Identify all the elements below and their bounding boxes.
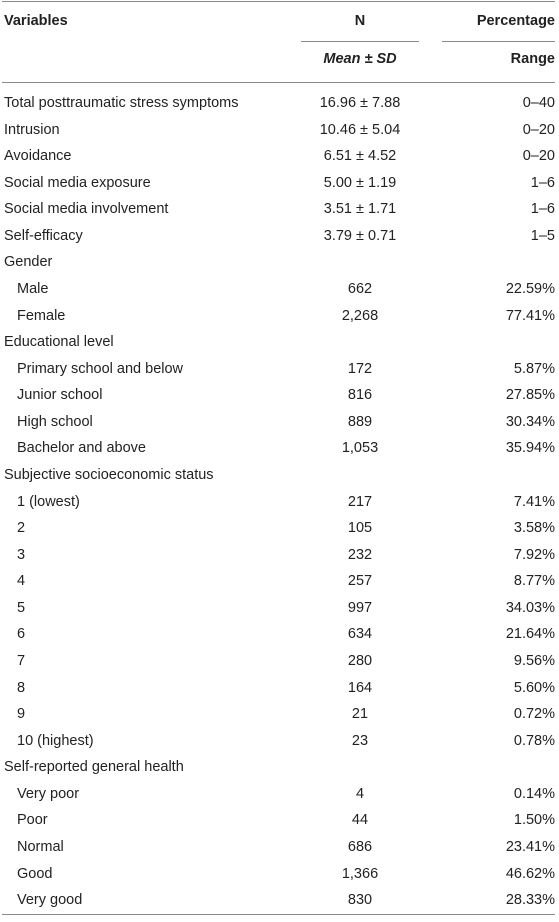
row-label: 4	[17, 573, 26, 590]
header-mean-sd: Mean ± SD	[323, 51, 397, 67]
table-row	[0, 281, 559, 308]
row-percentage-or-range: 22.59%	[505, 280, 555, 297]
table-row	[0, 440, 559, 467]
row-percentage-or-range: 3.58%	[513, 520, 555, 537]
row-n-or-mean: 257	[347, 573, 373, 590]
row-n-or-mean: 172	[347, 360, 373, 377]
row-label: Female	[17, 307, 66, 324]
row-percentage-or-range: 7.41%	[513, 493, 555, 510]
row-n-or-mean: 1,053	[341, 440, 379, 457]
row-label: Gender	[4, 254, 53, 271]
row-label: Primary school and below	[17, 360, 184, 377]
row-n-or-mean: 164	[347, 679, 373, 696]
table-row	[0, 626, 559, 653]
table-row	[0, 361, 559, 388]
table-row	[0, 201, 559, 228]
row-percentage-or-range: 7.92%	[513, 546, 555, 563]
row-n-or-mean: 3.79 ± 0.71	[323, 227, 397, 244]
table-row	[0, 573, 559, 600]
header-range: Range	[510, 51, 555, 67]
row-label: Avoidance	[4, 148, 72, 165]
row-percentage-or-range: 21.64%	[505, 626, 555, 643]
row-percentage-or-range: 30.34%	[505, 413, 555, 430]
row-percentage-or-range: 1–6	[530, 174, 555, 191]
header-percentage: Percentage	[476, 13, 555, 29]
row-label: Self-reported general health	[4, 759, 184, 776]
row-n-or-mean: 232	[347, 546, 373, 563]
row-percentage-or-range: 27.85%	[505, 387, 555, 404]
row-label: Bachelor and above	[17, 440, 146, 457]
table-row	[0, 494, 559, 521]
row-label: Intrusion	[4, 121, 60, 138]
header-percentage-underline	[442, 41, 555, 42]
table-row	[0, 414, 559, 441]
row-n-or-mean: 997	[347, 599, 373, 616]
row-n-or-mean: 23	[351, 732, 369, 749]
table-row	[0, 653, 559, 680]
table-row	[0, 812, 559, 839]
row-label: High school	[17, 413, 93, 430]
group-header-row	[0, 334, 559, 361]
row-n-or-mean: 662	[347, 280, 373, 297]
row-percentage-or-range: 77.41%	[505, 307, 555, 324]
row-percentage-or-range: 1.50%	[513, 812, 555, 829]
row-n-or-mean: 686	[347, 838, 373, 855]
row-percentage-or-range: 35.94%	[505, 440, 555, 457]
row-percentage-or-range: 1–6	[530, 201, 555, 218]
row-n-or-mean: 280	[347, 652, 373, 669]
row-percentage-or-range: 1–5	[530, 227, 555, 244]
row-label: Male	[17, 280, 49, 297]
row-percentage-or-range: 28.33%	[505, 892, 555, 909]
row-percentage-or-range: 0–20	[522, 121, 555, 138]
row-label: Total posttraumatic stress symptoms	[4, 95, 239, 111]
row-percentage-or-range: 0.72%	[513, 706, 555, 723]
row-percentage-or-range: 0.78%	[513, 732, 555, 749]
table-row	[0, 387, 559, 414]
row-label: 9	[17, 706, 26, 723]
row-percentage-or-range: 34.03%	[505, 599, 555, 616]
table-row	[0, 175, 559, 202]
row-n-or-mean: 830	[347, 892, 373, 909]
row-label: Poor	[17, 812, 48, 829]
row-n-or-mean: 4	[355, 785, 365, 802]
row-label: Educational level	[4, 334, 114, 351]
table-row	[0, 122, 559, 149]
row-label: 5	[17, 599, 26, 616]
table-row	[0, 839, 559, 866]
table-row	[0, 680, 559, 707]
row-n-or-mean: 2,268	[341, 307, 379, 324]
row-label: Social media exposure	[4, 174, 151, 191]
row-n-or-mean: 217	[347, 493, 373, 510]
row-percentage-or-range: 9.56%	[513, 652, 555, 669]
row-label: Subjective socioeconomic status	[4, 466, 214, 483]
table-row	[0, 148, 559, 175]
row-label: Social media involvement	[4, 201, 169, 218]
table-row	[0, 95, 559, 122]
row-n-or-mean: 3.51 ± 1.71	[323, 201, 397, 218]
row-label: Good	[17, 865, 53, 882]
table-top-rule	[2, 1, 555, 2]
table-row	[0, 706, 559, 733]
row-label: Normal	[17, 838, 64, 855]
row-label: 3	[17, 546, 26, 563]
row-percentage-or-range: 23.41%	[505, 838, 555, 855]
table-row	[0, 866, 559, 893]
header-n-underline	[301, 41, 419, 42]
row-n-or-mean: 5.00 ± 1.19	[323, 174, 397, 191]
table-bottom-rule	[2, 914, 555, 915]
row-n-or-mean: 105	[347, 520, 373, 537]
table-row	[0, 547, 559, 574]
row-label: Very poor	[17, 785, 80, 802]
group-header-row	[0, 467, 559, 494]
row-label: 2	[17, 520, 26, 537]
table-row	[0, 520, 559, 547]
row-label: 8	[17, 679, 26, 696]
table-row	[0, 786, 559, 813]
group-header-row	[0, 254, 559, 281]
row-label: 6	[17, 626, 26, 643]
row-percentage-or-range: 5.87%	[513, 360, 555, 377]
row-percentage-or-range: 0.14%	[513, 785, 555, 802]
row-label: 7	[17, 652, 26, 669]
header-n: N	[354, 13, 366, 29]
row-percentage-or-range: 0–40	[522, 95, 555, 111]
row-n-or-mean: 6.51 ± 4.52	[323, 148, 397, 165]
row-n-or-mean: 44	[351, 812, 369, 829]
row-percentage-or-range: 8.77%	[513, 573, 555, 590]
table-row	[0, 733, 559, 760]
table-row	[0, 308, 559, 335]
table-row	[0, 600, 559, 627]
row-label: Self-efficacy	[4, 227, 83, 244]
row-label: 10 (highest)	[17, 732, 94, 749]
row-label: Junior school	[17, 387, 103, 404]
row-n-or-mean: 816	[347, 387, 373, 404]
row-percentage-or-range: 5.60%	[513, 679, 555, 696]
row-label: Very good	[17, 892, 83, 909]
table-row	[0, 228, 559, 255]
row-n-or-mean: 10.46 ± 5.04	[319, 121, 401, 138]
row-n-or-mean: 1,366	[341, 865, 379, 882]
header-bottom-rule	[2, 82, 555, 83]
row-n-or-mean: 889	[347, 413, 373, 430]
row-label: 1 (lowest)	[17, 493, 80, 510]
row-n-or-mean: 16.96 ± 7.88	[319, 95, 401, 111]
row-percentage-or-range: 0–20	[522, 148, 555, 165]
header-variables: Variables	[4, 13, 68, 29]
row-n-or-mean: 634	[347, 626, 373, 643]
row-percentage-or-range: 46.62%	[505, 865, 555, 882]
group-header-row	[0, 759, 559, 786]
row-n-or-mean: 21	[351, 706, 369, 723]
